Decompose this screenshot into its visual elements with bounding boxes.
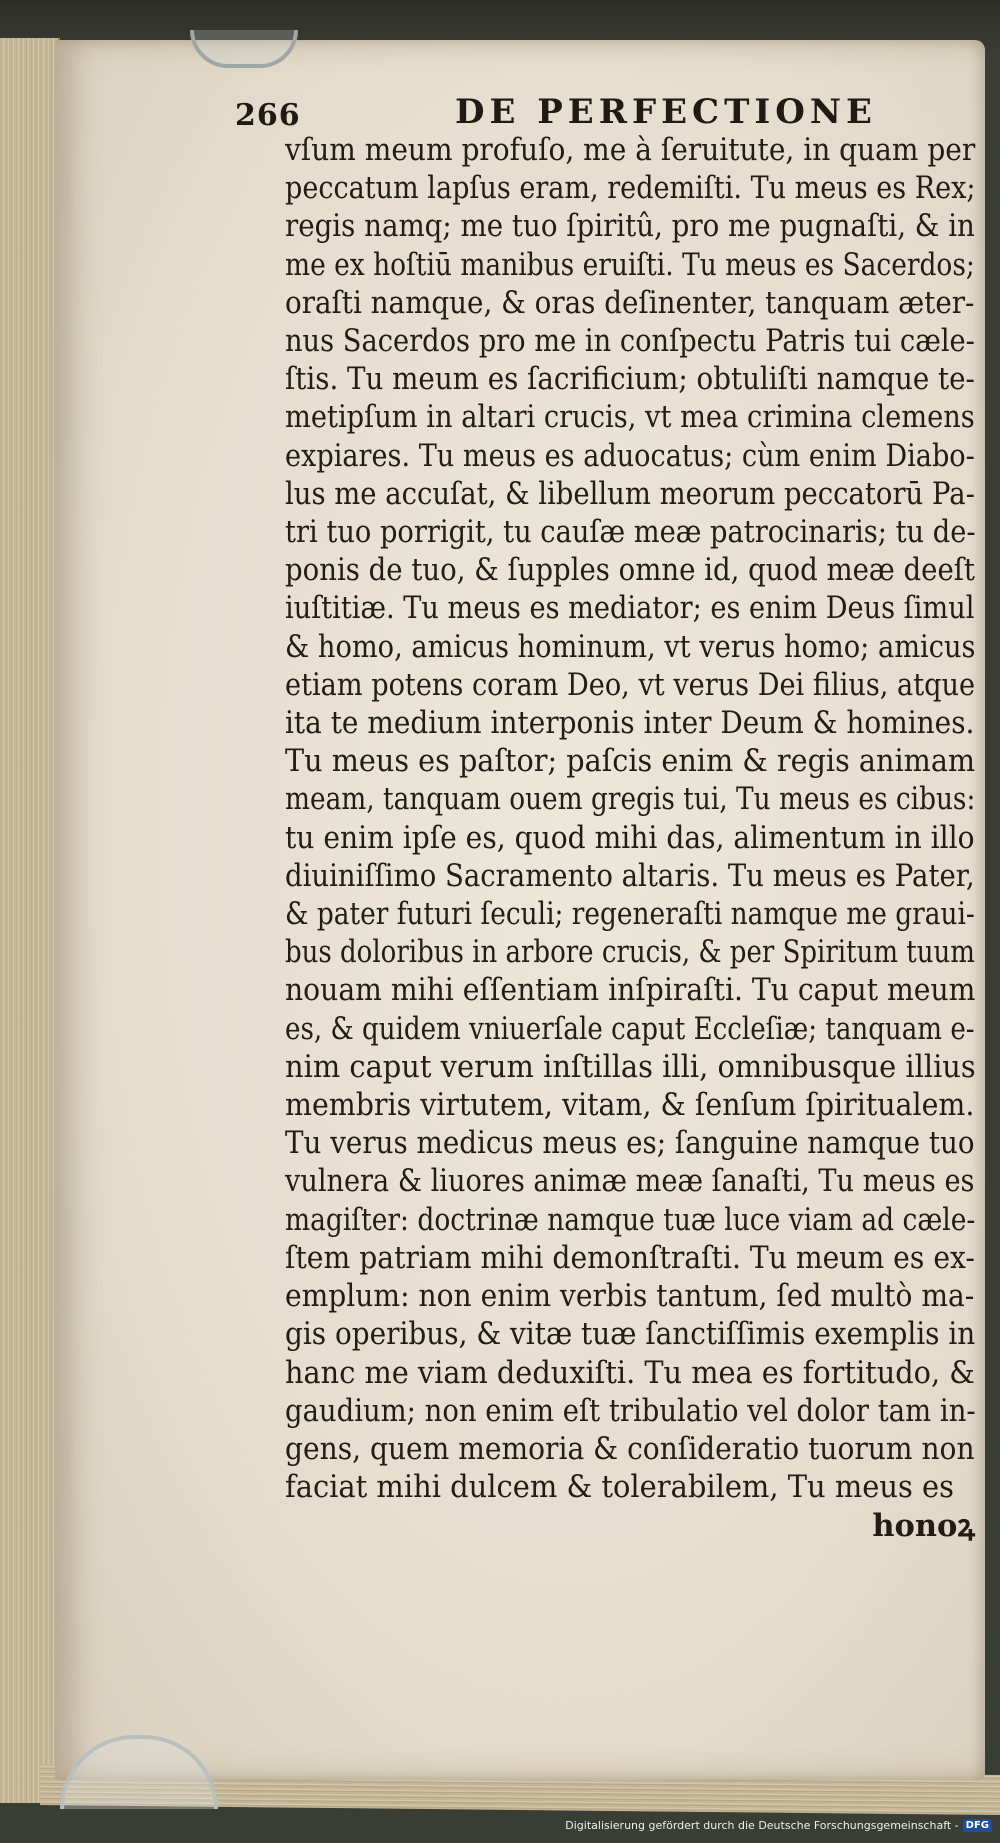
book-page-edges [0,38,60,1803]
text-line: Tu meus es paſtor; paſcis enim & regis animam [285,744,976,780]
text-line: es, & quidem vniuerſale caput Eccleſiæ; tanquam e- [285,1011,975,1047]
text-line: tu enim ipſe es, quod mihi das, alimentum in illo [285,820,975,856]
text-line: gaudium; non enim eſt tribulatio vel dolor tam in- [285,1393,976,1429]
footer-credit: Digitalisierung gefördert durch die Deutsche Forschungsgemeinschaft - [565,1818,959,1832]
text-line: bus doloribus in arbore crucis, & per Spiritum tuum [285,935,975,971]
text-line: meam, tanquam ouem gregis tui, Tu meus es cibus: [285,782,976,818]
text-line: hanc me viam deduxiſti. Tu mea es fortitudo, & [285,1355,975,1391]
digitization-footer [565,1815,992,1835]
text-line: Tu verus medicus meus es; ſanguine namque tuo [285,1126,975,1162]
text-line: peccatum lapſus eram, redemiſti. Tu meus es Rex; [285,171,976,207]
text-line: nim caput verum inſtillas illi, omnibusque illius [285,1049,976,1085]
text-line: vſum meum profuſo, me à ſeruitute, in quam per [285,133,976,168]
text-line: ita te medium interponis inter Deum & homines. [285,706,975,742]
text-line: & pater futuri ſeculi; regeneraſti namque me graui- [285,897,975,933]
text-line: ſtis. Tu meum es ſacrificium; obtuliſti namque te- [285,362,975,398]
text-line: expiares. Tu meus es aduocatus; cùm enim Diabo- [285,438,975,474]
text-line: honoꝝ [872,1508,975,1545]
text-line: & homo, amicus hominum, vt verus homo; amicus [285,629,976,665]
text-line: gens, quem memoria & conſideratio tuorum non [285,1431,975,1467]
text-line: nus Sacerdos pro me in conſpectu Patris tui cæle- [285,324,975,360]
text-line: ponis de tuo, & ſupples omne id, quod meæ deeſt [285,553,976,589]
page-number: 266 [235,98,301,133]
text-line: emplum: non enim verbis tantum, ſed multò ma- [285,1279,975,1315]
text-line: ſtem patriam mihi demonſtraſti. Tu meum es ex- [285,1240,975,1276]
text-line: gis operibus, & vitæ tuæ ſanctiſſimis exemplis in [285,1317,976,1353]
text-line: oraſti namque, & oras deſinenter, tanquam æter- [285,285,975,321]
text-line: tri tuo porrigit, tu cauſæ meæ patrocinaris; tu de- [285,515,976,551]
text-line: metipſum in altari crucis, vt mea crimina clemens [285,400,975,436]
text-line: iuſtitiæ. Tu meus es mediator; es enim Deus ſimul [285,591,975,627]
page-title: DE PERFECTIONE [455,92,877,132]
text-line: me ex hoſtiū manibus eruiſti. Tu meus es Sacerdos; [285,247,975,283]
text-line: diuiniſſimo Sacramento altaris. Tu meus es Pater, [285,858,975,894]
text-line: membris virtutem, vitam, & ſenſum ſpiritualem. [285,1088,975,1124]
text-line: faciat mihi dulcem & tolerabilem, Tu meus es [285,1470,954,1506]
text-line: etiam potens coram Deo, vt verus Dei filius, atque [285,667,976,703]
text-line: lus me accuſat, & libellum meorum peccatorū Pa- [285,476,975,512]
body-text [285,132,985,1546]
dfg-logo: DFG [963,1819,992,1832]
text-line: nouam mihi eſſentiam inſpiraſti. Tu caput meum [285,973,976,1009]
text-line: vulnera & liuores animæ meæ ſanaſti, Tu meus es [285,1164,975,1200]
text-line: regis namq; me tuo ſpiritû, pro me pugnaſti, & in [285,209,975,245]
text-line: magiſter: doctrinæ namque tuæ luce viam ad cæle- [285,1202,976,1238]
